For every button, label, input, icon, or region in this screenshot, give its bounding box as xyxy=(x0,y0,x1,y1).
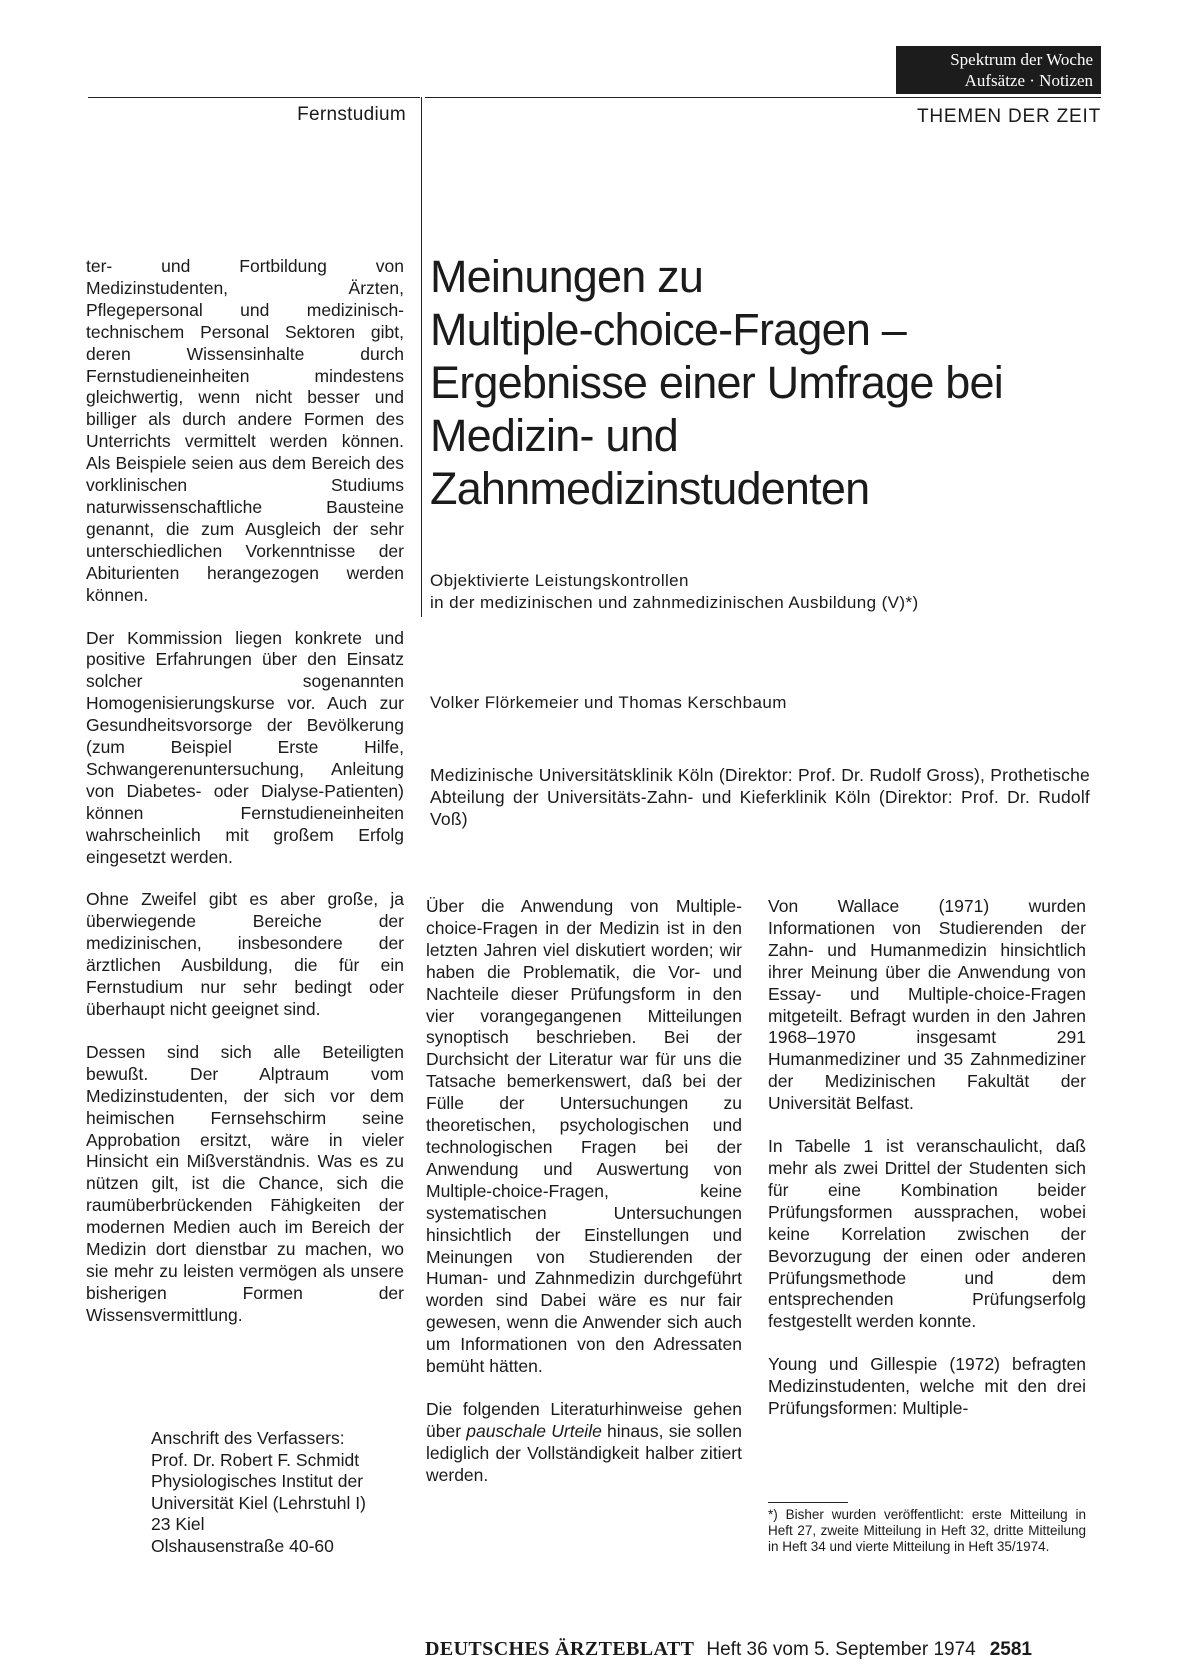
paragraph-text: Die folgenden Literaturhinweise gehen über xyxy=(426,1398,742,1441)
left-paragraph-3: Ohne Zweifel gibt es aber große, ja überwiegende Bereiche der medizinischen, insbesondere der ärztlichen Ausbildung, die für ein Fernstudium nur sehr bedingt oder überhaupt nicht geeignet sind. xyxy=(86,889,404,1019)
journal-name: DEUTSCHES ÄRZTEBLATT xyxy=(425,1638,695,1660)
right-column xyxy=(768,896,1086,1420)
title-line: Zahnmedizinstudenten xyxy=(430,463,870,514)
left-column xyxy=(86,256,404,1327)
author-affiliation: Medizinische Universitätsklinik Köln (Direktor: Prof. Dr. Rudolf Gross), Prothetische Abteilung der Universitäts-Zahn- und Kieferklinik Köln (Direktor: Prof. Dr. Rudolf Voß) xyxy=(430,765,1090,829)
left-paragraph-2: Der Kommission liegen konkrete und positive Erfahrungen über den Einsatz solcher sogenannten Homogenisierungskurse vor. Auch zur Gesundheitsvorsorge der Bevölkerung (zum Beispiel Erste Hilfe, Schwangerenuntersuchung, Anleitung von Diabetes- oder Dialyse-Patienten) können Fernstudieneinheiten wahrscheinlich mit großem Erfolg eingesetzt werden. xyxy=(86,627,404,867)
author-address xyxy=(151,1428,411,1557)
address-line: Universität Kiel (Lehrstuhl I) xyxy=(151,1492,366,1513)
right-paragraph-3: Young und Gillespie (1972) befragten Medizinstudenten, welche mit den drei Prüfungsformen: Multiple- xyxy=(768,1354,1086,1419)
address-line: 23 Kiel xyxy=(151,1514,205,1534)
right-paragraph-2: In Tabelle 1 ist veranschaulicht, daß mehr als zwei Drittel der Studenten sich für eine Kombination beider Prüfungsformen aussprachen, wobei keine Korrelation zwischen der Bevorzugung der einen oder anderen Prüfungsmethode und dem entsprechenden Prüfungserfolg festgestellt werden konnte. xyxy=(768,1136,1086,1332)
page-footer xyxy=(425,1637,1105,1662)
right-paragraph-1: Von Wallace (1971) wurden Informationen von Studierenden der Zahn- und Humanmedizin hinsichtlich ihrer Meinung über die Anwendung von Essay- und Multiple-choice-Fragen mitgeteilt. Befragt wurden in den Jahren 1968–1970 insgesamt 291 Humanmediziner und 35 Zahnmediziner der Medizinischen Fakultät der Universität Belfast. xyxy=(768,896,1086,1114)
title-line: Medizin- und xyxy=(430,410,679,461)
address-line: Prof. Dr. Robert F. Schmidt xyxy=(151,1449,360,1470)
left-paragraph-1: ter- und Fortbildung von Medizinstudenten, Ärzten, Pflegepersonal und medizinisch-technischem Personal Sektoren gibt, deren Wissensinhalte durch Fernstudieneinheiten mindestens gleichwertig, wenn nicht besser und billiger als durch andere Formen des Unterrichts vermittelt werden können. Als Beispiele seien aus dem Bereich des vorklinischen Studiums naturwissenschaftliche Bausteine genannt, die zum Ausgleich der sehr unterschiedlichen Vorkenntnisse der Abiturienten herangezogen werden können. xyxy=(86,256,404,605)
article-authors: Volker Flörkemeier und Thomas Kerschbaum xyxy=(430,693,787,712)
emphasis-text: pauschale Urteile xyxy=(466,1420,602,1441)
title-line: Ergebnisse einer Umfrage bei xyxy=(430,357,1003,408)
badge-line-2: Aufsätze · Notizen xyxy=(964,71,1093,90)
address-line: Anschrift des Verfassers: xyxy=(151,1428,345,1448)
title-line: Multiple-choice-Fragen – xyxy=(430,304,907,355)
left-paragraph-4: Dessen sind sich alle Beteiligten bewußt. Der Alptraum vom Medizinstudenten, der sich vor dem heimischen Fernsehschirm seine Approbation ersitzt, wäre in vieler Hinsicht ein Mißverständnis. Was es zu nützen gilt, ist die Chance, sich die raumüberbrückenden Fähigkeiten der modernen Medien auch im Bereich der Medizin dort dienstbar zu machen, wo sie mehr zu leisten vermögen als unsere bisherigen Formen der Wissensvermittlung. xyxy=(86,1041,404,1325)
section-label: Fernstudium xyxy=(297,104,406,125)
badge-line-1: Spektrum der Woche xyxy=(950,50,1093,69)
middle-paragraph-2 xyxy=(426,1399,742,1487)
rubric-label: THEMEN DER ZEIT xyxy=(916,106,1101,127)
issue-info: Heft 36 vom 5. September 1974 xyxy=(706,1639,976,1660)
footnote-rule xyxy=(768,1502,848,1503)
middle-paragraph-1: Über die Anwendung von Multiple-choice-Fragen in der Medizin ist in den letzten Jahren viel diskutiert worden; wir haben die Problematik, die Vor- und Nachteile dieser Prüfungsform in den vier vorangegangenen Mitteilungen synoptisch beschrieben. Bei der Durchsicht der Literatur war für uns die Tatsache bemerkenswert, daß bei der Fülle der Untersuchungen zu theoretischen, psychologischen und technologischen Fragen bei der Anwendung und Auswertung von Multiple-choice-Fragen, keine systematischen Untersuchungen hinsichtlich der Einstellungen und Meinungen von Studierenden der Human- und Zahnmedizin durchgeführt worden sind Dabei wäre es nur fair gewesen, wenn die Anwender sich auch um Informationen von den Adressaten bemüht hätten. xyxy=(426,896,742,1377)
title-line: Meinungen zu xyxy=(430,251,704,302)
address-line: Olshausenstraße 40-60 xyxy=(151,1535,334,1556)
address-line: Physiologisches Institut der xyxy=(151,1471,364,1491)
footnote: *) Bisher wurden veröffentlicht: erste Mitteilung in Heft 27, zweite Mitteilung in Heft 32, dritte Mitteilung in Heft 34 und vierte Mitteilung in Heft 35/1974. xyxy=(768,1507,1086,1555)
article-title xyxy=(430,250,1070,515)
header-rule-right xyxy=(425,97,1101,98)
page-number: 2581 xyxy=(989,1639,1032,1660)
paragraph-text: hinaus, sie sollen lediglich der Vollständigkeit halber zitiert werden. xyxy=(426,1420,742,1485)
header-rule-left xyxy=(88,97,420,98)
subtitle-line: in der medizinischen und zahnmedizinischen Ausbildung (V)*) xyxy=(430,592,919,612)
subtitle-line: Objektivierte Leistungskontrollen xyxy=(430,571,689,590)
column-divider xyxy=(421,97,422,617)
middle-column xyxy=(426,896,742,1487)
section-badge xyxy=(896,46,1101,94)
article-subtitle xyxy=(430,570,1070,613)
